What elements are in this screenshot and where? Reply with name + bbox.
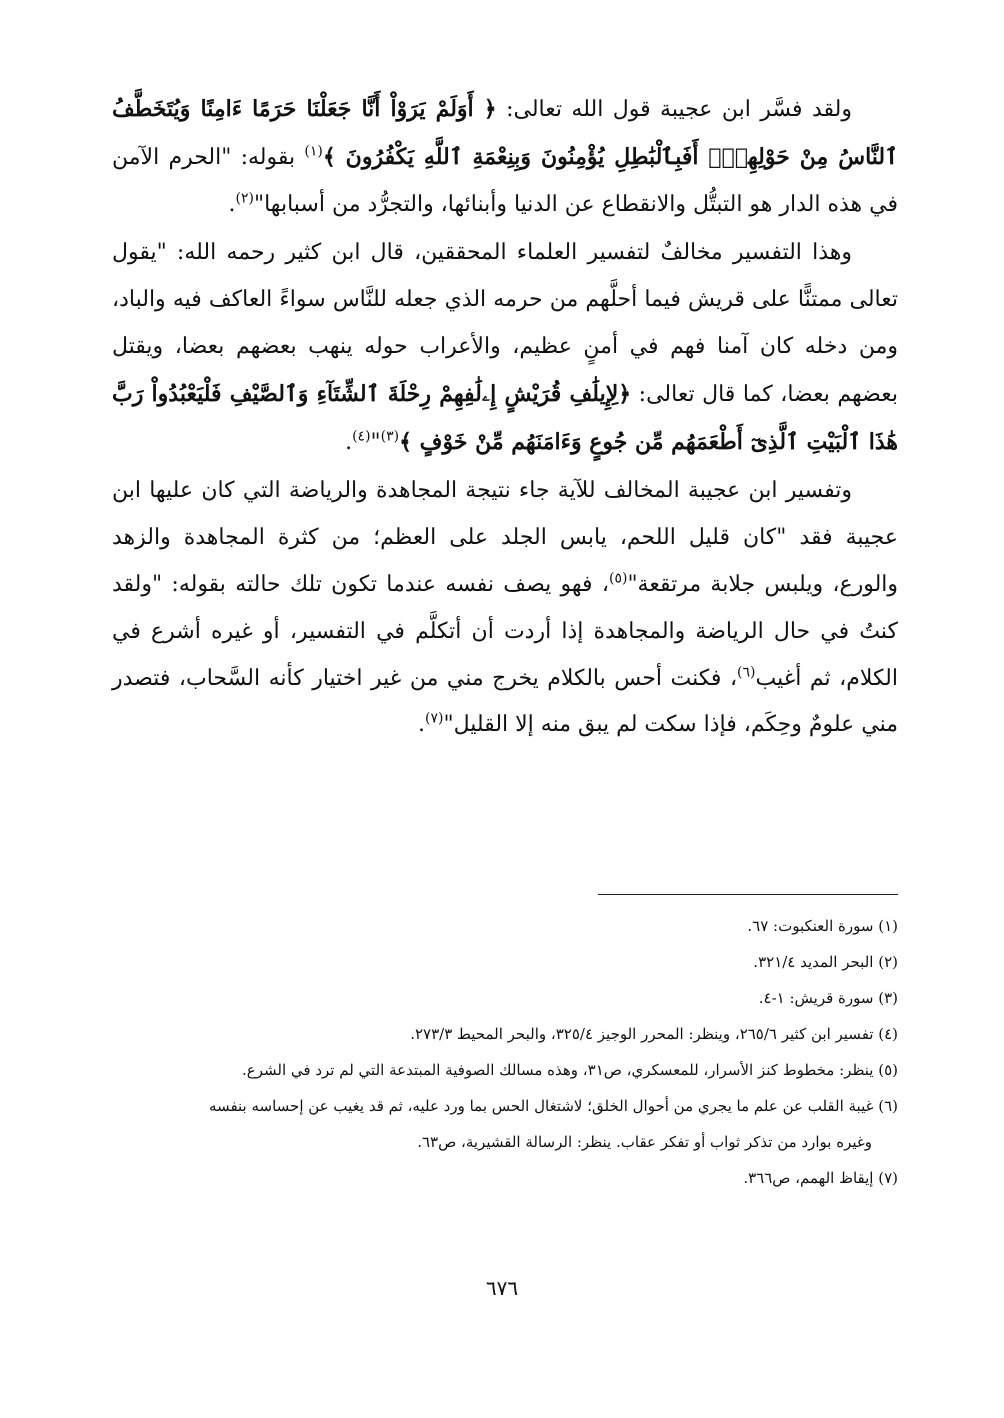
footnote-6-continued: وغيره بوارد من تذكر ثواب أو تفكر عقاب. ينظر: الرسالة القشيرية، ص٦٣. (417, 1133, 872, 1151)
footnotes (112, 908, 898, 1196)
footnote-2: (٢) البحر المديد ٣٢١/٤. (753, 953, 898, 971)
paragraph-1-end: . (228, 191, 236, 217)
paragraph-3-middle: ، فهو يصف نفسه عندما تكون تلك حالته بقوله: "ولقد كنتُ في حال الرياضة والمجاهدة إذا أردت أن أتكلَّم في التفسير، أو غيره أشرع في الكلام، ثم أغيب (112, 571, 898, 691)
footnote-ref-3[interactable]: (٣) (380, 428, 400, 445)
footnote-4: (٤) تفسير ابن كثير ٢٦٥/٦، وينظر: المحرر الوجيز ٣٢٥/٤، والبحر المحيط ٢٧٣/٣. (410, 1025, 898, 1043)
paragraph-2 (112, 230, 898, 466)
quran-verse-ankabut: ﴿ أَوَلَمْ يَرَوْاْ أَنَّا جَعَلْنَا حَرَمًا ءَامِنًا وَيُتَخَطَّفُ ٱلنَّاسُ مِنْ حَوْلِهِمْۚ أَفَبِٱلْبَٰطِلِ يُؤْمِنُونَ وَبِنِعْمَةِ ٱللَّهِ يَكْفُرُونَ ﴾ (112, 96, 899, 170)
paragraph-3 (112, 468, 898, 749)
paragraph-1 (112, 86, 898, 228)
paragraph-3-intro: وتفسير ابن عجيبة المخالف للآية جاء نتيجة المجاهدة والرياضة التي كان عليها ابن عجيبة فقد "كان قليل اللحم، يابس الجلد على العظم؛ من كثرة المجاهدة والزهد والورع، ويلبس جلابة مرتقعة" (112, 478, 899, 597)
footnote-ref-2[interactable]: (٢) (235, 190, 254, 207)
footnote-3: (٣) سورة قريش: ١-٤. (758, 989, 898, 1007)
paragraph-2-quote-close: " (370, 429, 381, 455)
footnote-6: (٦) غيبة القلب عن علم ما يجري من أحوال الخلق؛ لاشتغال الحس بما ورد عليه، ثم قد يغيب عن إحساسه بنفسه (209, 1097, 898, 1115)
page-number: ٦٧٦ (485, 1276, 519, 1300)
footnote-1: (١) سورة العنكبوت: ٦٧. (747, 917, 898, 935)
paragraph-3-conclusion: ، فكنت أحس بالكلام يخرج مني من غير اختيار كأنه السَّحاب، فتصدر مني علومٌ وحِكَم، فإذا سكت لم يبق منه إلا القليل" (112, 665, 898, 738)
paragraph-2-end: . (345, 429, 353, 455)
paragraph-1-intro: ولقد فسَّر ابن عجيبة قول الله تعالى: (496, 97, 852, 122)
paragraph-2-intro: وهذا التفسير مخالفٌ لتفسير العلماء المحققين، قال ابن كثير رحمه الله: "يقول تعالى ممتنًّا على قريش فيما أحلَّهم من حرمه الذي جعله للنَّاس سواءً العاكف فيه والباد، ومن دخله كان آمنا فهم في أمنٍ عظيم، والأعراب حوله ينهب بعضهم بعضا، ويقتل بعضهم بعضا، كما قال تعالى: (112, 240, 899, 407)
footnote-ref-5[interactable]: (٥) (608, 570, 628, 587)
footnote-7: (٧) إيقاظ الهمم، ص٣٦٦. (743, 1169, 898, 1187)
footnote-ref-7[interactable]: (٧) (425, 711, 444, 728)
paragraph-1-explanation: بقوله: "الحرم الآمن في هذه الدار هو التبتُّل والانقطاع عن الدنيا وأبنائها، والتجرُّد من أسبابها" (112, 144, 898, 217)
footnote-ref-1[interactable]: (١) (304, 143, 323, 160)
footnote-ref-6[interactable]: (٦) (737, 664, 756, 681)
main-text (112, 86, 898, 751)
footnote-5: (٥) ينظر: مخطوط كنز الأسرار، للمعسكري، ص٣١، وهذه مسالك الصوفية المبتدعة التي لم ترد في الشرع. (242, 1061, 898, 1079)
paragraph-3-end: . (418, 712, 426, 738)
footnote-ref-4[interactable]: (٤) (352, 428, 371, 445)
footnote-separator (598, 894, 898, 895)
quran-verse-quraysh: ﴿لِإِيلَٰفِ قُرَيْشٍ إِۦلَٰفِهِمْ رِحْلَةَ ٱلشِّتَآءِ وَٱلصَّيْفِ فَلْيَعْبُدُواْ رَبَّ هَٰذَا ٱلْبَيْتِ ٱلَّذِىٓ أَطْعَمَهُم مِّن جُوعٍ وَءَامَنَهُم مِّنْ خَوْفٍ ﴾ (112, 380, 898, 455)
